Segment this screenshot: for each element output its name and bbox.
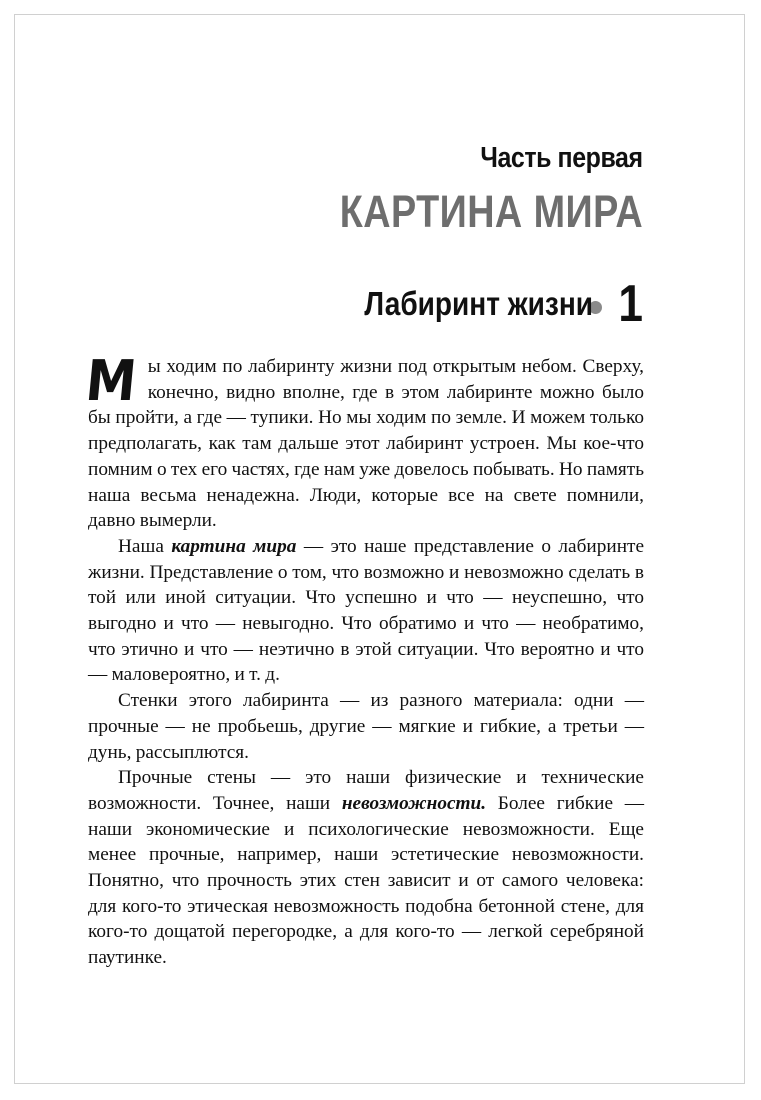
chapter-number: 1 <box>618 275 643 333</box>
chapter-heading <box>324 274 643 334</box>
paragraph-text: Прочные стены — это наши физические и технические возможности. Точнее, наши <box>88 767 644 814</box>
paragraph-text: ы ходим по лабиринту жизни под открытым небом. Сверху, конечно, видно вполне, где в этом лабиринте можно было бы пройти, а где — тупики. Но мы ходим по земле. И можем только предполагать, как там дальше этот лабиринт устроен. Мы кое-что помним о тех его частях, где нам уже довелось побывать. Но память наша весьма ненадежна. Люди, которые все на свете помнили, давно вымерли. <box>88 356 645 532</box>
chapter-body <box>82 349 645 971</box>
paragraph-text: Наша <box>118 535 172 557</box>
paragraph <box>82 349 645 534</box>
part-label: Часть первая <box>480 142 643 174</box>
chapter-title: Лабиринт жизни <box>364 285 594 322</box>
emphasized-term: невозможности. <box>341 792 487 814</box>
paragraph-text: — это наше представление о лабиринте жизни. Представление о том, что возможно и невозможно сделать в той или иной ситуации. Что успешно и что — неуспешно, что выгодно и что — невыгодно. Что обратимо и что — необратимо, что этично и что — неэтично в этой ситуации. Что вероятно и что — маловероятно, и т. д. <box>88 535 644 686</box>
part-title: КАРТИНА МИРА <box>339 186 643 237</box>
paragraph <box>88 765 644 971</box>
emphasized-term: картина мира <box>171 535 297 557</box>
paragraph-text: Более гибкие — наши экономические и психологические невозможности. Еще менее прочные, например, наши эстетические невозможности. Понятно, что прочность этих стен зависит и от самого человека: для кого-то этическая невозможность подобна бетонной стене, для кого-то дощатой перегородке, а для кого-то — легкой серебряной паутинке. <box>88 792 645 969</box>
paragraph-text: Стенки этого лабиринта — из разного материала: одни — прочные — не пробьешь, другие — мягкие и гибкие, а третьи — дунь, рассыплются. <box>88 690 644 763</box>
drop-cap: М <box>82 349 140 414</box>
paragraph <box>88 688 644 765</box>
paragraph <box>88 534 644 688</box>
